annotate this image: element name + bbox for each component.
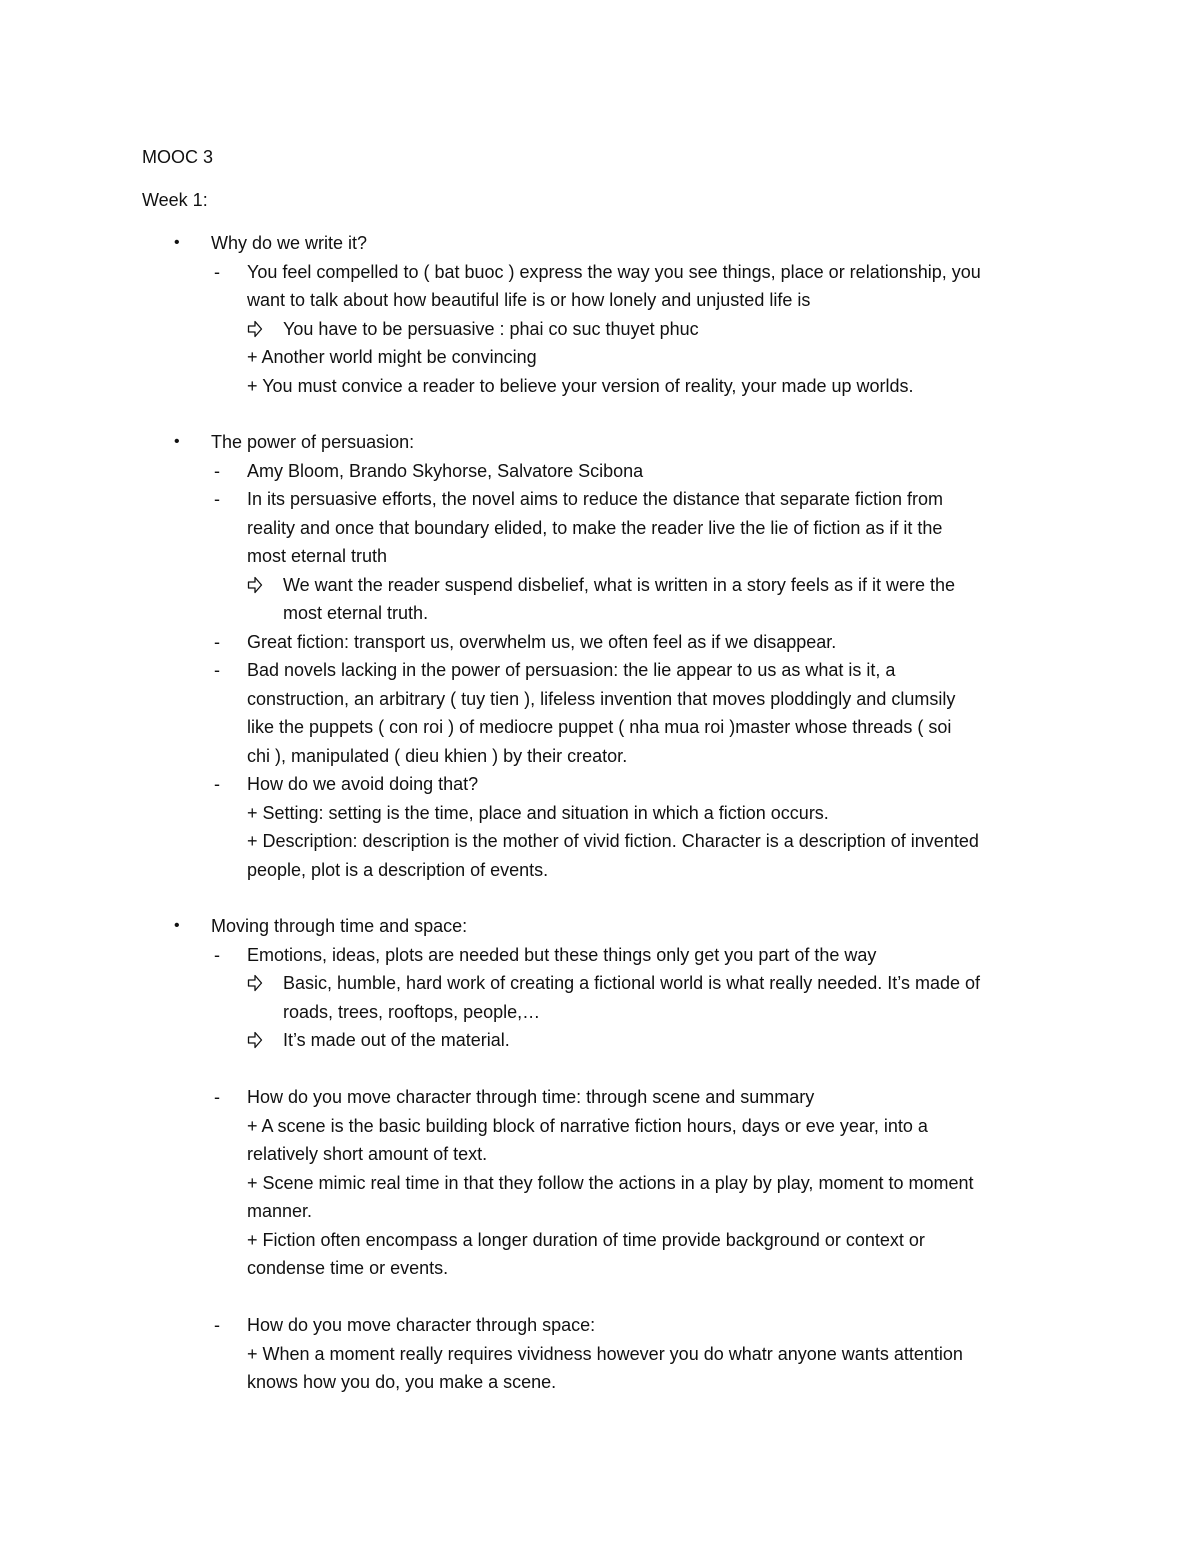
list-item-text: + Setting: setting is the time, place and situation in which a fiction occurs.: [247, 803, 829, 823]
sub-item-text: It’s made out of the material.: [283, 1030, 510, 1050]
section-heading: Moving through time and space:: [211, 916, 468, 936]
list-item-text: condense time or events.: [247, 1258, 449, 1278]
list-item-text: + You must convice a reader to believe your version of reality, your made up worlds.: [247, 376, 914, 396]
list-item-text: manner.: [247, 1201, 313, 1221]
dash-marker: -: [214, 262, 220, 282]
list-item-text: + A scene is the basic building block of narrative fiction hours, days or eve year, into a: [247, 1116, 928, 1136]
bullet-marker: •: [174, 433, 180, 450]
arrow-right-icon: [247, 571, 263, 599]
section-heading: The power of persuasion:: [211, 432, 415, 452]
list-item-text: knows how you do, you make a scene.: [247, 1372, 557, 1392]
section-heading: Why do we write it?: [211, 233, 368, 253]
list-item-text: Amy Bloom, Brando Skyhorse, Salvatore Scibona: [247, 461, 644, 481]
dash-marker: -: [214, 1087, 220, 1107]
dash-marker: -: [214, 774, 220, 794]
list-item-text: How do you move character through space:: [247, 1315, 596, 1335]
list-item-text: chi ), manipulated ( dieu khien ) by their creator.: [247, 746, 628, 766]
dash-marker: -: [214, 1315, 220, 1335]
dash-marker: -: [214, 632, 220, 652]
document-title: MOOC 3: [142, 147, 214, 167]
dash-marker: -: [214, 945, 220, 965]
list-item-text: most eternal truth: [247, 546, 388, 566]
sub-item-text: You have to be persuasive : phai co suc thuyet phuc: [283, 319, 699, 339]
bullet-marker: •: [174, 234, 180, 251]
list-item-text: + When a moment really requires vividness however you do whatr anyone wants attention: [247, 1344, 963, 1364]
list-item-text: How do you move character through time: through scene and summary: [247, 1087, 815, 1107]
list-item-text: reality and once that boundary elided, to make the reader live the lie of fiction as if it the: [247, 518, 943, 538]
sub-item-text: most eternal truth.: [283, 603, 429, 623]
list-item-text: + Scene mimic real time in that they follow the actions in a play by play, moment to moment: [247, 1173, 974, 1193]
list-item-text: In its persuasive efforts, the novel aims to reduce the distance that separate fiction from: [247, 489, 944, 509]
dash-marker: -: [214, 461, 220, 481]
arrow-right-icon: [247, 969, 263, 997]
list-item-text: people, plot is a description of events.: [247, 860, 549, 880]
sub-item-text: We want the reader suspend disbelief, what is written in a story feels as if it were the: [283, 575, 955, 595]
list-item-text: construction, an arbitrary ( tuy tien ), lifeless invention that moves ploddingly and clumsily: [247, 689, 956, 709]
list-item-text: Bad novels lacking in the power of persuasion: the lie appear to us as what is it, a: [247, 660, 896, 680]
list-item-text: You feel compelled to ( bat buoc ) express the way you see things, place or relationship, you: [247, 262, 981, 282]
arrow-right-icon: [247, 315, 263, 343]
list-item-text: like the puppets ( con roi ) of mediocre puppet ( nha mua roi )master whose threads ( soi: [247, 717, 952, 737]
list-item-text: + Another world might be convincing: [247, 347, 537, 367]
list-item-text: + Fiction often encompass a longer duration of time provide background or context or: [247, 1230, 925, 1250]
arrow-right-icon: [247, 1026, 263, 1054]
sub-item-text: roads, trees, rooftops, people,…: [283, 1002, 541, 1022]
week-heading: Week 1:: [142, 190, 208, 210]
sub-item-text: Basic, humble, hard work of creating a fictional world is what really needed. It’s made of: [283, 973, 981, 993]
list-item-text: Great fiction: transport us, overwhelm us, we often feel as if we disappear.: [247, 632, 837, 652]
list-item-text: + Description: description is the mother of vivid fiction. Character is a description of invented: [247, 831, 979, 851]
dash-marker: -: [214, 660, 220, 680]
list-item-text: relatively short amount of text.: [247, 1144, 488, 1164]
list-item-text: want to talk about how beautiful life is or how lonely and unjusted life is: [247, 290, 811, 310]
bullet-marker: •: [174, 917, 180, 934]
list-item-text: Emotions, ideas, plots are needed but these things only get you part of the way: [247, 945, 877, 965]
dash-marker: -: [214, 489, 220, 509]
list-item-text: How do we avoid doing that?: [247, 774, 479, 794]
